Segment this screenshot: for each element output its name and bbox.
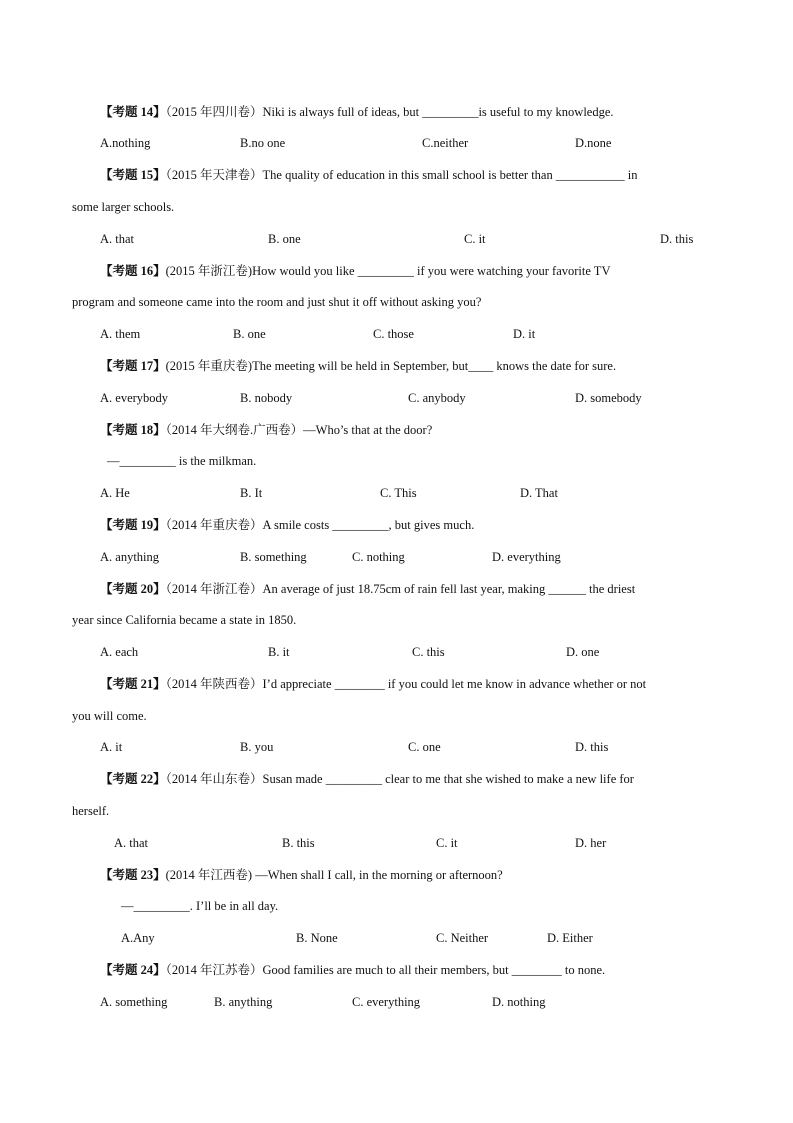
question-label: 【考题 19】 [100, 518, 166, 532]
q22-option-c: C. it [436, 836, 458, 850]
question-text: （2015 年四川卷）Niki is always full of ideas, but _________is useful to my knowledge. [165, 105, 614, 119]
question-label: 【考题 22】 [100, 772, 166, 786]
q20-option-c: C. this [412, 645, 445, 659]
question-label: 【考题 21】 [100, 677, 166, 691]
question-text: （2014 年大纲卷.广西卷）—Who’s that at the door? [165, 423, 433, 437]
question-20-stem [100, 581, 635, 597]
question-19-stem [100, 517, 474, 533]
question-label: 【考题 24】 [100, 963, 166, 977]
q15-option-d: D. this [660, 232, 694, 246]
q18-option-b: B. It [240, 486, 263, 500]
question-text: （2014 年山东卷）Susan made _________ clear to me that she wished to make a new life for [165, 772, 634, 786]
question-label: 【考题 20】 [100, 582, 166, 596]
question-text: （2014 年陕西卷）I’d appreciate ________ if you could let me know in advance whether or not [165, 677, 647, 691]
q18-option-a: A. He [100, 486, 130, 500]
q17-option-d: D. somebody [575, 391, 642, 405]
q19-option-a: A. anything [100, 550, 160, 564]
q19-option-b: B. something [240, 550, 307, 564]
q19-option-d: D. everything [492, 550, 561, 564]
question-16-stem-cont: program and someone came into the room and just shut it off without asking you? [72, 295, 482, 309]
question-20-stem-cont: year since California became a state in 1850. [72, 613, 297, 627]
q20-option-d: D. one [566, 645, 600, 659]
question-text: （2014 年浙江卷）An average of just 18.75cm of rain fell last year, making ______ the driest [165, 582, 636, 596]
q20-option-b: B. it [268, 645, 290, 659]
q16-option-c: C. those [373, 327, 414, 341]
q15-option-b: B. one [268, 232, 301, 246]
q22-option-a: A. that [114, 836, 149, 850]
question-22-stem-cont: herself. [72, 804, 110, 818]
question-label: 【考题 18】 [100, 423, 166, 437]
q16-option-b: B. one [233, 327, 266, 341]
question-label: 【考题 16】 [100, 264, 166, 278]
q17-option-a: A. everybody [100, 391, 169, 405]
q18-option-c: C. This [380, 486, 417, 500]
question-label: 【考题 14】 [100, 105, 166, 119]
question-21-stem [100, 676, 646, 692]
question-15-stem [100, 167, 637, 183]
q17-option-b: B. nobody [240, 391, 293, 405]
question-24-stem [100, 962, 605, 978]
q15-option-a: A. that [100, 232, 135, 246]
q16-option-d: D. it [513, 327, 536, 341]
q21-option-c: C. one [408, 740, 441, 754]
q17-option-c: C. anybody [408, 391, 466, 405]
q23-option-d: D. Either [547, 931, 593, 945]
q14-option-a: A.nothing [100, 136, 151, 150]
q21-option-d: D. this [575, 740, 609, 754]
q24-option-d: D. nothing [492, 995, 546, 1009]
question-23-stem-cont: —_________. I’ll be in all day. [121, 899, 279, 913]
question-14-stem [100, 104, 614, 120]
q22-option-b: B. this [282, 836, 315, 850]
q14-option-c: C.neither [422, 136, 469, 150]
question-label: 【考题 23】 [100, 868, 166, 882]
question-text: (2015 年浙江卷)How would you like _________ if you were watching your favorite TV [165, 264, 611, 278]
q23-option-a: A.Any [121, 931, 155, 945]
question-18-stem [100, 422, 432, 438]
question-text: （2015 年天津卷）The quality of education in this small school is better than ___________ in [165, 168, 638, 182]
q23-option-c: C. Neither [436, 931, 489, 945]
question-label: 【考题 15】 [100, 168, 166, 182]
question-17-stem [100, 358, 616, 374]
q14-option-d: D.none [575, 136, 612, 150]
q15-option-c: C. it [464, 232, 486, 246]
question-text: （2014 年重庆卷）A smile costs _________, but gives much. [165, 518, 475, 532]
question-21-stem-cont: you will come. [72, 709, 147, 723]
q20-option-a: A. each [100, 645, 139, 659]
q21-option-a: A. it [100, 740, 123, 754]
q24-option-b: B. anything [214, 995, 273, 1009]
question-22-stem [100, 771, 634, 787]
question-15-stem-cont: some larger schools. [72, 200, 175, 214]
question-text: (2015 年重庆卷)The meeting will be held in September, but____ knows the date for sure. [165, 359, 617, 373]
question-18-stem-cont: —_________ is the milkman. [107, 454, 257, 468]
q16-option-a: A. them [100, 327, 141, 341]
question-text: （2014 年江苏卷）Good families are much to all their members, but ________ to none. [165, 963, 606, 977]
q14-option-b: B.no one [240, 136, 286, 150]
q21-option-b: B. you [240, 740, 274, 754]
question-label: 【考题 17】 [100, 359, 166, 373]
q18-option-d: D. That [520, 486, 558, 500]
q24-option-c: C. everything [352, 995, 421, 1009]
question-23-stem [100, 867, 503, 883]
question-text: (2014 年江西卷) —When shall I call, in the morning or afternoon? [165, 868, 503, 882]
q24-option-a: A. something [100, 995, 168, 1009]
question-16-stem [100, 263, 610, 279]
q19-option-c: C. nothing [352, 550, 405, 564]
q23-option-b: B. None [296, 931, 338, 945]
q22-option-d: D. her [575, 836, 607, 850]
